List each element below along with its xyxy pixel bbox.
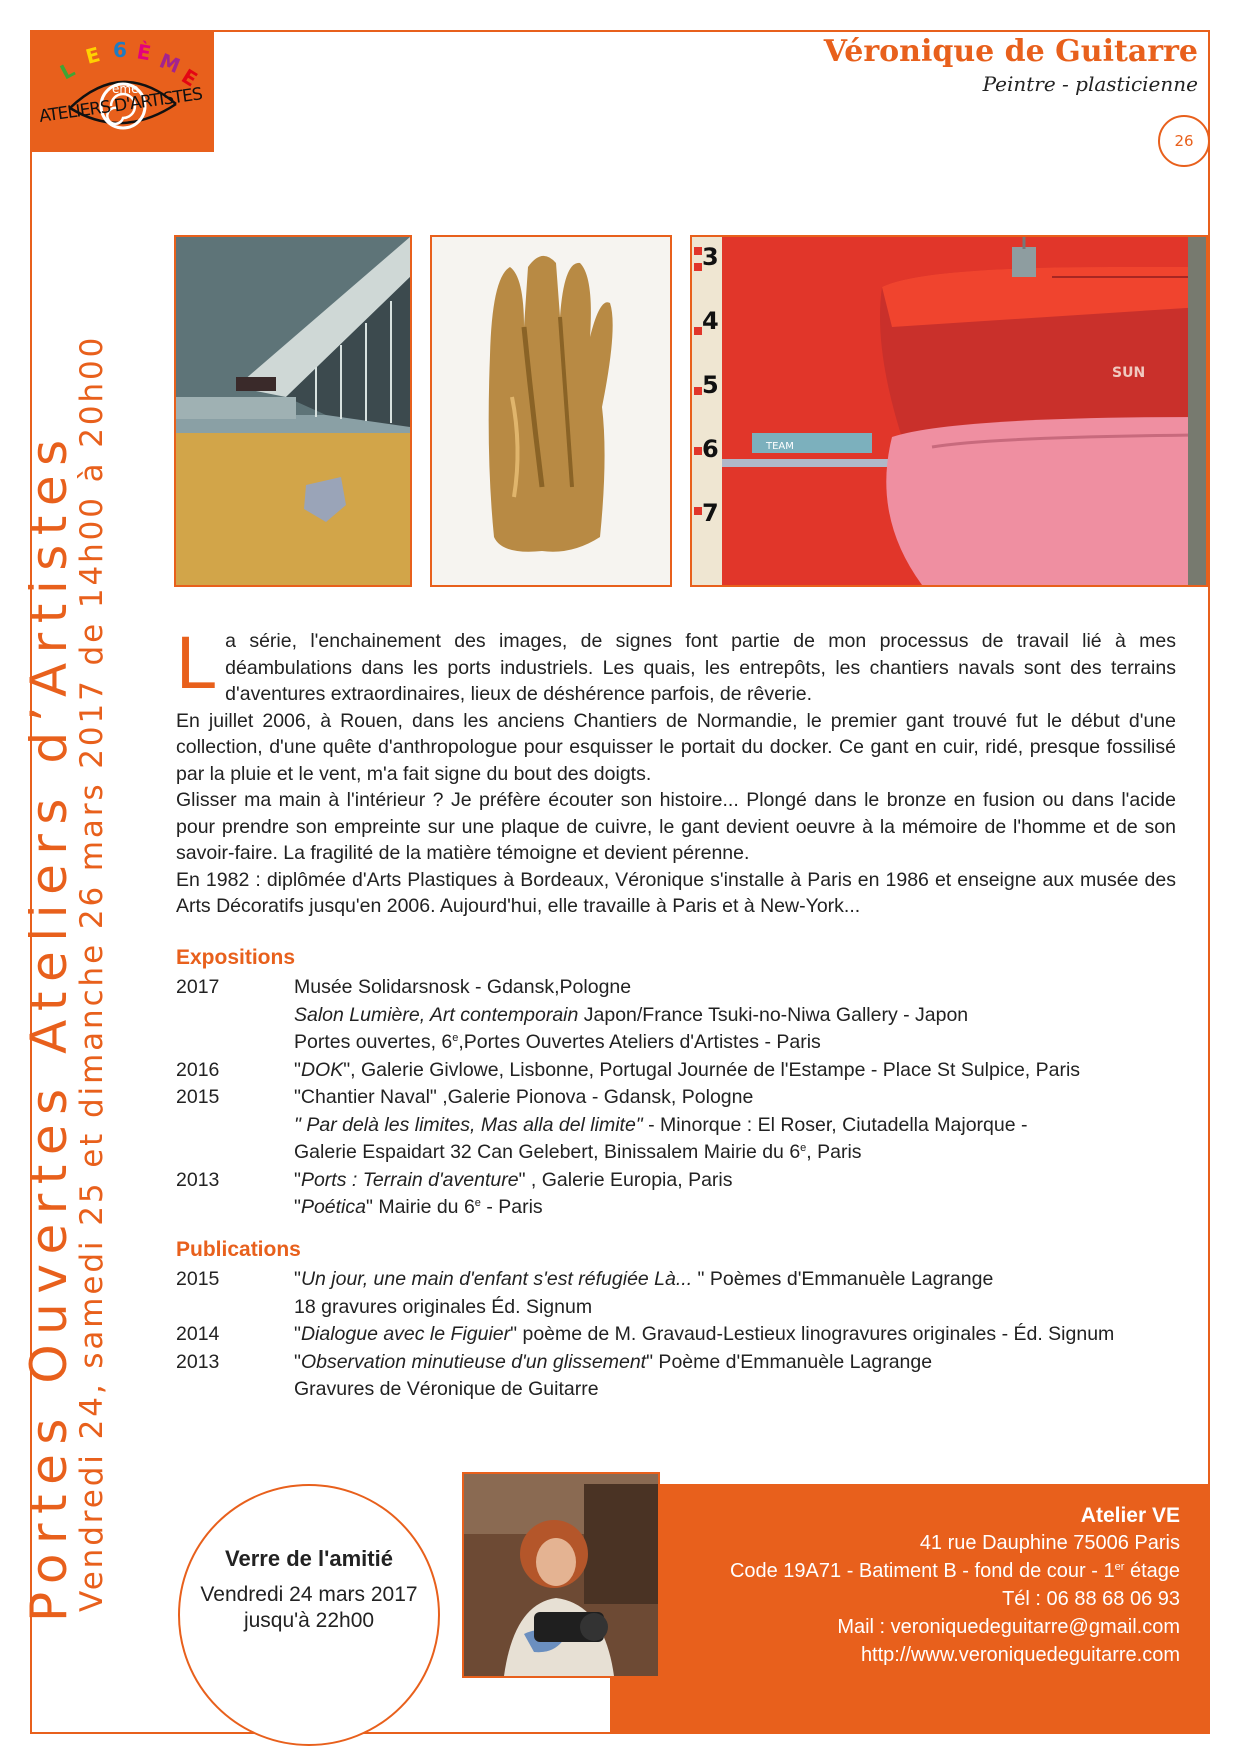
expo-text: Portes ouvertes, 6 — [294, 1031, 453, 1053]
verre-date-block — [180, 1582, 438, 1634]
atelier-name: Atelier VE — [1080, 1504, 1180, 1527]
pub-year: 2013 — [176, 1350, 220, 1373]
ateliers-logo — [30, 30, 214, 152]
verre-amitie-badge — [178, 1484, 440, 1746]
pub-year — [176, 1294, 294, 1322]
publications-list — [176, 1266, 1176, 1404]
dropcap-letter: L — [176, 621, 218, 704]
expo-text-b: ", Galerie Givlowe, Lisbonne, Portugal Journée de l'Estampe - Place St Sulpice, Paris — [343, 1058, 1081, 1081]
expo-year — [176, 1002, 294, 1030]
expo-text: - Minorque : El Roser, Ciutadella Majorque - — [642, 1113, 1028, 1136]
artist-name: Véronique de Guitarre — [823, 34, 1198, 69]
verre-title: Verre de l'amitié — [225, 1546, 393, 1571]
logo-letter-1: L — [56, 57, 79, 85]
expo-title: Salon Lumière, Art contemporain — [294, 1003, 579, 1026]
pub-row — [176, 1376, 1176, 1404]
expo-sup: e — [800, 1142, 807, 1154]
expo-year — [176, 1029, 294, 1057]
expositions-list — [176, 974, 1176, 1222]
expo-text-b: ,Portes Ouvertes Ateliers d'Artistes - Paris — [458, 1031, 821, 1053]
atelier-email[interactable]: Mail : veroniquedeguitarre@gmail.com — [837, 1616, 1180, 1638]
statement-paragraph-4: En 1982 : diplômée d'Arts Plastiques à Bordeaux, Véronique s'installe à Paris en 1986 et enseigne aux musée des Arts Décoratifs jusqu'en 2006. Aujourd'hui, elle travaille à Paris et à New-York... — [176, 868, 1176, 917]
pub-text-b: " Poème d'Emmanuèle Lagrange — [646, 1350, 933, 1373]
pub-row — [176, 1321, 1176, 1349]
pub-year: 2015 — [176, 1268, 220, 1290]
expositions-heading: Expositions — [176, 946, 296, 969]
expo-year: 2017 — [176, 976, 220, 998]
pub-year: 2014 — [176, 1323, 220, 1345]
expo-sup: e — [474, 1197, 481, 1209]
sun-hull-label: SUN — [1112, 365, 1146, 381]
expo-row — [176, 1194, 1176, 1222]
verre-date: Vendredi 24 mars 2017 — [200, 1583, 418, 1606]
expo-title: DOK — [300, 1058, 344, 1081]
page-number: 26 — [1158, 115, 1210, 167]
expo-text-b: " Mairie du 6 — [365, 1196, 475, 1218]
expo-row — [176, 974, 1176, 1002]
expo-row — [176, 1002, 1176, 1030]
statement-paragraph-1: a série, l'enchainement des images, de signes font partie de mon processus de travail lié à mes déambulations dans les ports industriels. Les quais, les entrepôts, les chantiers navals sont des terrains d'aventures extraordinaires, lieux de déshérence parfois, de rêverie. — [225, 630, 1176, 705]
publications-heading: Publications — [176, 1238, 301, 1261]
logo-letter-6: E — [177, 63, 202, 92]
pub-text-b: " Poèmes d'Emmanuèle Lagrange — [692, 1268, 994, 1290]
scale-mark-3: 3 — [702, 243, 719, 271]
expo-row — [176, 1167, 1176, 1195]
expo-text-b: " , Galerie Europia, Paris — [518, 1168, 733, 1191]
statement-paragraph-3: Glisser ma main à l'intérieur ? Je préfère écouter son histoire... Plongé dans le bronze en fusion ou dans l'acide pour prendre son empreinte sur une plaque de cuivre, le gant devient oeuvre à la mémoire de l'homme et de son savoir-faire. La fragilité de la matière témoigne et devient pérenne. — [176, 789, 1176, 864]
artist-portrait-image — [462, 1472, 660, 1678]
expo-year: 2013 — [176, 1168, 220, 1191]
expo-title: Ports : Terrain d'aventure — [300, 1168, 519, 1191]
pub-row — [176, 1294, 1176, 1322]
scale-mark-4: 4 — [702, 307, 719, 335]
expo-title: Poética — [300, 1196, 366, 1218]
logo-text: ATELIERS D'ARTISTES — [37, 84, 205, 127]
pub-text: " — [294, 1350, 301, 1373]
pub-title: Un jour, une main d'enfant s'est réfugiée Là... — [300, 1268, 693, 1290]
artist-statement — [176, 621, 1176, 920]
sculpture-glove-image — [430, 235, 672, 587]
statement-paragraph-2: En juillet 2006, à Rouen, dans les anciens Chantiers de Normandie, le premier gant trouvé fut le début d'une collection, d'une quête d'anthropologue pour esquisser le portait du docker. Ce gant en cuir, ridé, presque fossilisé par la pluie et le vent, m'a fait signe du bout des doigts. — [176, 709, 1176, 785]
expo-year — [176, 1112, 294, 1140]
expo-text: Galerie Espaidart 32 Can Gelebert, Binissalem Mairie du 6 — [294, 1141, 801, 1163]
painting-bridge-image — [174, 235, 412, 587]
scale-mark-5: 5 — [702, 371, 719, 399]
expo-title: " Par delà les limites, Mas alla del limite" — [294, 1113, 643, 1136]
atelier-website[interactable]: http://www.veroniquedeguitarre.com — [860, 1644, 1180, 1666]
vertical-event-dates: Vendredi 24, samedi 25 et dimanche 26 mars 2017 de 14h00 à 20h00 — [74, 334, 110, 1612]
logo-letter-3: 6 — [113, 38, 127, 62]
expo-text: " — [294, 1058, 301, 1081]
logo-letter-5: M — [156, 48, 184, 79]
scale-mark-7: 7 — [702, 499, 719, 527]
expo-row — [176, 1112, 1176, 1140]
vertical-event-title: Portes Ouvertes Ateliers d’Artistes — [20, 430, 78, 1622]
pub-text: Gravures de Véronique de Guitarre — [294, 1378, 599, 1400]
pub-title: Dialogue avec le Figuier — [300, 1323, 511, 1345]
atelier-access-code: Code 19A71 - Batiment B - fond de cour - 1er étage — [729, 1560, 1180, 1582]
atelier-phone: Tél : 06 88 68 06 93 — [1002, 1588, 1180, 1610]
team-boat-label: TEAM — [766, 441, 794, 452]
contact-box — [610, 1484, 1210, 1734]
expo-row — [176, 1029, 1176, 1057]
pub-row — [176, 1349, 1176, 1377]
expo-year: 2016 — [176, 1058, 220, 1081]
scale-mark-6: 6 — [702, 435, 719, 463]
pub-row — [176, 1266, 1176, 1294]
expo-text: " — [294, 1196, 301, 1218]
logo-mark: eme — [112, 82, 139, 96]
expo-year: 2015 — [176, 1086, 220, 1108]
expo-text: Japon/France Tsuki-no-Niwa Gallery - Japon — [578, 1003, 969, 1026]
expo-year — [176, 1194, 294, 1222]
expo-text: Musée Solidarsnosk - Gdansk,Pologne — [294, 976, 632, 998]
expo-text-c: - Paris — [480, 1196, 543, 1218]
expo-text: "Chantier Naval" ,Galerie Pionova - Gdansk, Pologne — [294, 1086, 754, 1108]
pub-year — [176, 1376, 294, 1404]
expo-row — [176, 1139, 1176, 1167]
expo-row — [176, 1084, 1176, 1112]
expo-sup: e — [452, 1032, 459, 1044]
expo-row — [176, 1057, 1176, 1085]
pub-text: " — [294, 1323, 301, 1345]
pub-text: " — [294, 1268, 301, 1290]
artist-role: Peintre - plasticienne — [982, 72, 1198, 96]
pub-text: 18 gravures originales Éd. Signum — [294, 1295, 593, 1318]
expo-text: " — [294, 1168, 301, 1191]
pub-title: Observation minutieuse d'un glissement — [300, 1350, 647, 1373]
expo-text-b: , Paris — [806, 1141, 862, 1163]
expo-year — [176, 1139, 294, 1167]
verre-time: jusqu'à 22h00 — [243, 1609, 375, 1632]
pub-text-b: " poème de M. Gravaud-Lestieux linogravures originales - Éd. Signum — [510, 1323, 1115, 1345]
painting-ship-image — [690, 235, 1208, 587]
atelier-address: 41 rue Dauphine 75006 Paris — [919, 1532, 1180, 1554]
logo-letter-4: È — [135, 39, 153, 66]
logo-letter-2: E — [83, 42, 103, 69]
